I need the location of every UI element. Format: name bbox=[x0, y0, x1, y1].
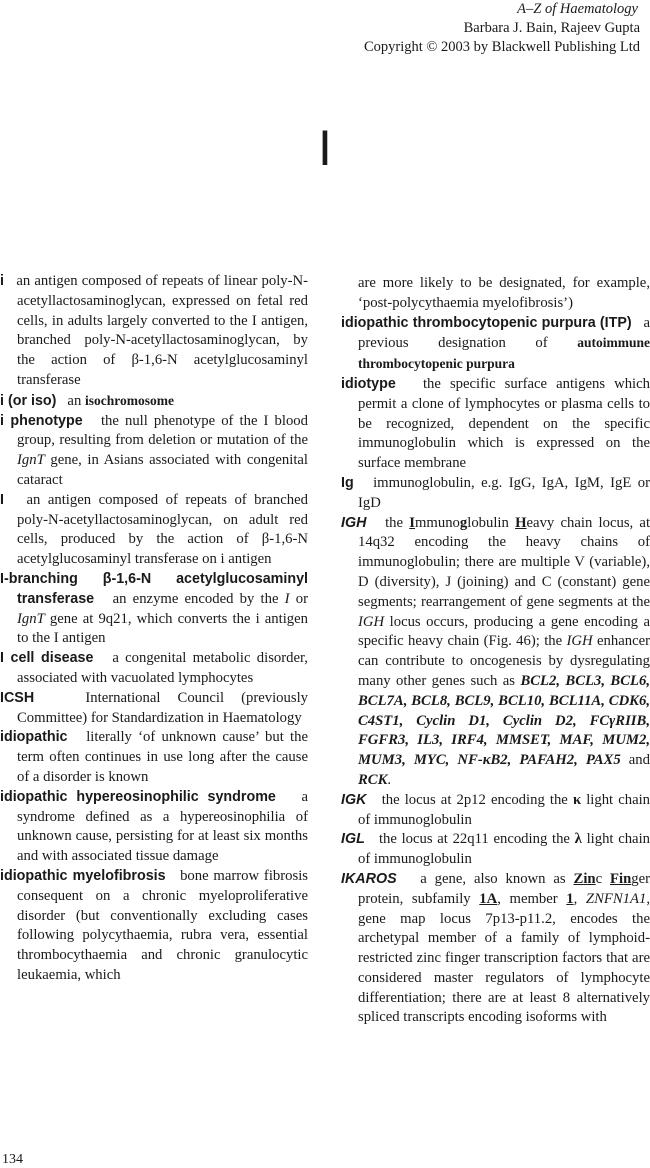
entry-term: i (or iso) bbox=[0, 392, 57, 409]
entry-definition: the locus at 22q11 encoding the bbox=[378, 831, 570, 848]
acronym-letter: I bbox=[409, 514, 415, 531]
gene-alias: ZNFN1A1 bbox=[585, 890, 647, 907]
entry-definition: light chain of immunoglobulin bbox=[358, 831, 650, 868]
entry-term: ICSH bbox=[0, 689, 35, 706]
gene-name: IGH bbox=[566, 633, 593, 650]
entry-i-branching-transferase bbox=[0, 570, 308, 649]
gene-name: IgnT bbox=[17, 610, 45, 627]
entry-I bbox=[0, 491, 308, 570]
entry-ig bbox=[341, 474, 650, 514]
entry-term: i phenotype bbox=[0, 412, 83, 429]
entry-definition: a congenital metabolic disorder, associated with vacuolated lymphocytes bbox=[17, 650, 308, 686]
book-title: A–Z of Haematology bbox=[517, 1, 638, 17]
entry-i bbox=[0, 272, 308, 391]
cross-reference: autoimmune thrombocytopenic purpura bbox=[358, 335, 650, 372]
entry-definition: bone marrow fibrosis consequent on a chronic myeloproliferative disorder (but conventionally excluding cases following polycythaemia, rubra vera, essential thrombocythaemia and chronic granulocytic leukaemia, which bbox=[17, 867, 308, 983]
entry-itp bbox=[341, 314, 650, 375]
gene-name: IGH bbox=[358, 613, 385, 630]
entry-definition: an enzyme encoded by the bbox=[112, 590, 279, 607]
entry-definition: . bbox=[387, 771, 392, 788]
entry-term: IGL bbox=[341, 831, 365, 848]
entry-ikaros bbox=[341, 870, 650, 1028]
entry-idiotype bbox=[341, 375, 650, 474]
entry-definition: lobulin bbox=[467, 514, 509, 531]
entry-definition: a previous designation of bbox=[358, 314, 650, 352]
entry-definition: and bbox=[628, 752, 650, 769]
book-authors: Barbara J. Bain, Rajeev Gupta bbox=[463, 20, 640, 36]
entry-definition: are more likely to be designated, for example, ‘post-polycythaemia myelofibrosis’) bbox=[358, 275, 650, 311]
entry-definition: the locus at 2p12 encoding the bbox=[381, 791, 568, 808]
entry-definition: , gene map locus 7p13-p11.2, encodes the archetypal member of a family of lymphoid-restricted zinc finger transcription factors that are considered master regulators of lymphocyte differentiation; there are at least 8 alternatively spliced transcripts encoding isoforms with bbox=[358, 890, 650, 1026]
acronym-letter: i bbox=[583, 870, 588, 887]
entry-i-phenotype bbox=[0, 412, 308, 491]
entry-term: I-branching β-1,6-N acetylglucosaminyl transferase bbox=[0, 570, 308, 607]
entry-term: idiopathic myelofibrosis bbox=[0, 867, 166, 884]
entry-definition: eavy chain bbox=[526, 514, 593, 531]
entry-definition: light chain of immunoglobulin bbox=[358, 791, 650, 828]
entry-definition: the bbox=[385, 514, 404, 531]
section-letter: I bbox=[318, 120, 332, 176]
gene-name: I bbox=[284, 590, 290, 607]
entry-definition: a syndrome defined as a hypereosinophilia of unknown cause, persisting for at least six months and with associated tissue damage bbox=[17, 788, 308, 865]
acronym-letter: H bbox=[515, 514, 527, 531]
entry-definition: c bbox=[595, 870, 603, 887]
lambda-symbol: λ bbox=[574, 831, 582, 848]
page-number: 134 bbox=[2, 1152, 23, 1167]
book-copyright: Copyright © 2003 by Blackwell Publishing Ltd bbox=[363, 39, 640, 55]
entry-idiopathic-myelofibrosis-continued bbox=[341, 274, 650, 314]
entry-term: IGH bbox=[341, 514, 367, 531]
acronym-letter: n bbox=[623, 870, 632, 887]
acronym-letter: g bbox=[459, 514, 468, 531]
entry-definition: International Council (previously Committee) for Standardization in Haematology bbox=[17, 689, 308, 726]
entry-definition: locus occurs, producing a gene encoding a specific heavy chain (Fig. 46); the bbox=[358, 613, 650, 650]
entry-definition: the specific surface antigens which permit a clone of lymphocytes or plasma cells to be recognized, dependent on the specific immunoglobulin which is expressed on the surface membrane bbox=[358, 375, 650, 472]
entry-term: idiopathic hypereosinophilic syndrome bbox=[0, 788, 276, 805]
gene-name: IgnT bbox=[17, 452, 45, 469]
entry-term: idiopathic thrombocytopenic purpura (ITP) bbox=[341, 314, 632, 331]
entry-definition: an antigen composed of repeats of linear poly-N-acetyllactosaminoglycan, expressed on fetal red cells, in adults largely converted to the I antigen, branched poly-N-acetyllactosaminoglycan, by the action of β-1,6-N acetylglucosaminyl transferase bbox=[16, 273, 309, 388]
left-column bbox=[0, 272, 308, 986]
entry-definition: gene at 9q21, which converts the i antigen to the I antigen bbox=[17, 610, 309, 647]
entry-definition: , bbox=[573, 890, 578, 907]
acronym-letter: n bbox=[587, 870, 596, 887]
entry-definition: , member bbox=[497, 890, 558, 907]
entry-term: IGK bbox=[341, 791, 367, 808]
acronym-letter: 1A bbox=[479, 890, 498, 907]
entry-term: idiotype bbox=[341, 375, 396, 392]
gene-name: RCK bbox=[358, 771, 388, 788]
cross-reference: isochromosome bbox=[84, 392, 174, 408]
entry-definition: an antigen composed of repeats of branched poly-N-acetyllactosaminoglycan, on adult red cells, produced by the action of β-1,6-N acetylglucosaminyl transferase on i antigen bbox=[17, 491, 309, 568]
entry-icsh bbox=[0, 689, 308, 729]
entry-definition: or bbox=[295, 590, 308, 607]
entry-idiopathic-myelofibrosis bbox=[0, 867, 308, 986]
entry-term: Ig bbox=[341, 474, 354, 491]
entry-i-or-iso bbox=[0, 391, 308, 412]
gene-list: BCL2, BCL3, BCL6, BCL7A, BCL8, BCL9, BCL10, BCL11A, CDK6, C4ST1, Cyclin D1, Cyclin D2, FCγRIIB, FGFR3, IL3, IRF4, MMSET, MAF, MUM2, MUM3, MYC, NF-κB2, PAFAH2, PAX5 bbox=[358, 672, 650, 769]
entry-idiopathic bbox=[0, 728, 308, 787]
entry-igl bbox=[341, 830, 650, 870]
entry-term: i bbox=[0, 273, 4, 289]
entry-term: IKAROS bbox=[341, 870, 397, 887]
entry-definition: enhancer can contribute to oncogenesis by dysregulating many other genes such as bbox=[358, 633, 650, 689]
entry-term: idiopathic bbox=[0, 729, 68, 746]
acronym-letter: Z bbox=[573, 870, 584, 887]
entry-igk bbox=[341, 791, 650, 831]
entry-definition: immunoglobulin, e.g. IgG, IgA, IgM, IgE or IgD bbox=[358, 474, 650, 511]
entry-definition: locus, at 14q32 encoding the heavy chains of immunoglobulin; there are multiple V (variable), D (diversity), J (joining) and C (constant) gene segments; rearrangement of gene segments at the bbox=[358, 514, 650, 610]
entry-idiopathic-hypereosinophilic-syndrome bbox=[0, 788, 308, 867]
kappa-symbol: κ bbox=[572, 791, 582, 808]
entry-i-cell-disease bbox=[0, 649, 308, 689]
entry-definition: protein, subfamily bbox=[358, 890, 471, 907]
entry-term: I cell disease bbox=[0, 650, 94, 667]
entry-definition: a gene, also known as bbox=[420, 870, 566, 887]
entry-definition: mmuno bbox=[415, 514, 460, 531]
entry-term: I bbox=[0, 491, 4, 508]
entry-igh bbox=[341, 514, 650, 791]
acronym-letter: F bbox=[610, 870, 619, 887]
entry-definition: the null phenotype of the I blood group, resulting from deletion or mutation of the bbox=[17, 412, 308, 449]
entry-definition: ger bbox=[631, 870, 650, 887]
entry-definition: literally ‘of unknown cause’ but the term often continues in use long after the cause of a disorder is known bbox=[17, 729, 308, 785]
acronym-letter: 1 bbox=[566, 890, 574, 907]
entry-definition: an bbox=[67, 392, 82, 409]
acronym-letter: i bbox=[618, 870, 624, 887]
right-column bbox=[341, 274, 650, 1028]
entry-definition: gene, in Asians associated with congenital cataract bbox=[17, 452, 309, 488]
